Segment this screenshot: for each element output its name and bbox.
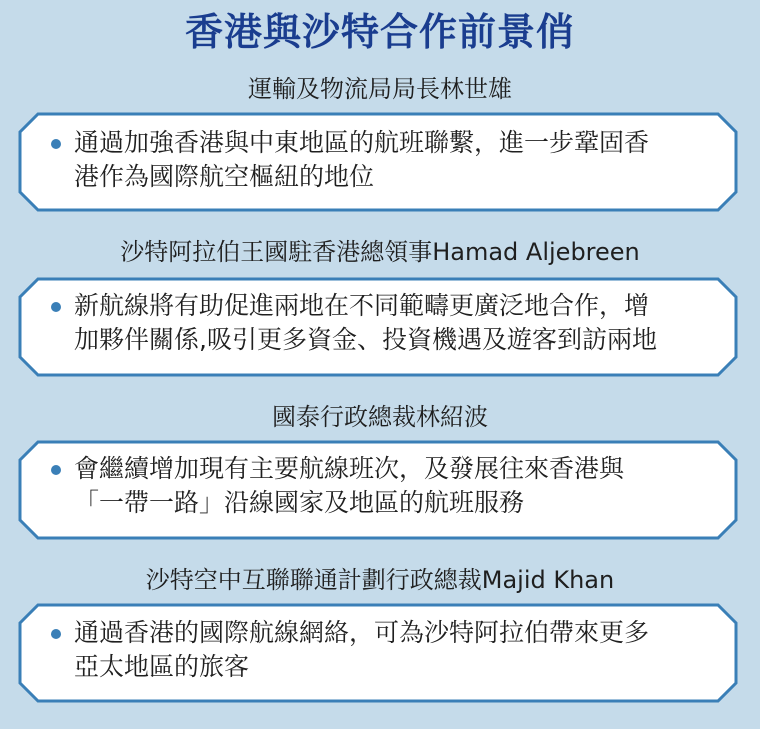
quote-line-1: 通過加強香港與中東地區的航班聯繫，進一步鞏固香	[74, 128, 650, 157]
quote-box-1	[18, 112, 738, 212]
speaker-1: 運輸及物流局局長林世雄	[248, 75, 512, 103]
quote-box-2	[18, 277, 738, 377]
quote-line-2: 港作為國際航空樞紐的地位	[74, 162, 375, 191]
bullet-icon	[51, 629, 61, 639]
quote-line-1: 新航線將有助促進兩地在不同範疇更廣泛地合作，增	[74, 291, 650, 320]
quote-line-2: 加夥伴關係,吸引更多資金、投資機遇及遊客到訪兩地	[74, 325, 657, 354]
bullet-icon	[51, 465, 61, 475]
speaker-3: 國泰行政總裁林紹波	[272, 403, 488, 431]
bullet-icon	[51, 302, 61, 312]
bullet-icon	[51, 139, 61, 149]
quote-box-3	[18, 440, 738, 540]
quote-box-4	[18, 603, 738, 703]
quote-line-2: 亞太地區的旅客	[74, 652, 250, 681]
page-title: 香港與沙特合作前景俏	[184, 10, 575, 54]
quote-line-1: 會繼續增加現有主要航線班次，及發展往來香港與	[74, 454, 625, 483]
speaker-2: 沙特阿拉伯王國駐香港總領事Hamad Aljebreen	[120, 238, 640, 266]
quote-line-2: 「一帶一路」沿線國家及地區的航班服務	[74, 488, 525, 517]
quote-line-1: 通過香港的國際航線網絡，可為沙特阿拉伯帶來更多	[74, 618, 650, 647]
speaker-4: 沙特空中互聯聯通計劃行政總裁Majid Khan	[145, 566, 615, 594]
